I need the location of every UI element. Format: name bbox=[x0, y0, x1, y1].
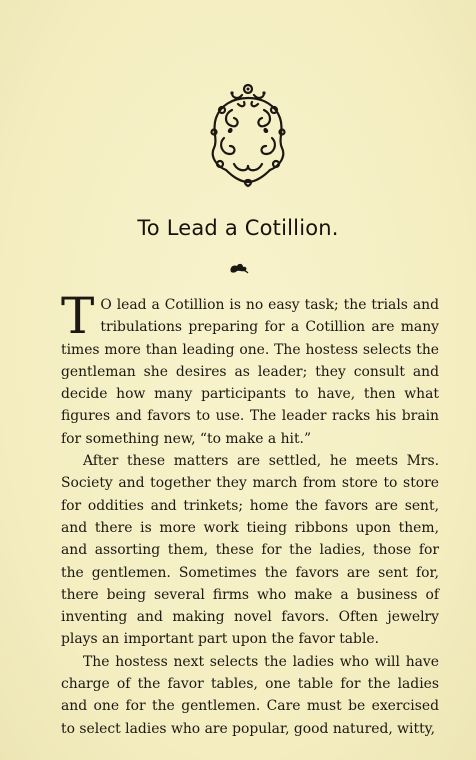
paragraph-1 bbox=[61, 287, 439, 450]
paragraph-1-text: O lead a Cotillion is no easy task; the trials and tribulations preparing for a Cotillion are many times more than leading one. The hostess selects the gentleman she desires as leader; they consult and decide how many participants to have, then what figures and favors to use. The leader racks his brain for something new, “to make a hit.” bbox=[61, 297, 439, 447]
paragraph-2: After these matters are settled, he meets Mrs. Society and together they march from store to store for oddities and trinkets; home the favors are sent, and there is more work tieing ribbons upon them, and assorting them, these for the ladies, those for the gentlemen. Sometimes the favors are sent for, there being several firms who make a business of inventing and making novel favors. Often jewelry plays an important part upon the favor table. bbox=[61, 453, 439, 648]
chapter-body bbox=[61, 287, 439, 740]
hedera-leaf-icon bbox=[227, 262, 249, 274]
chapter-title: To Lead a Cotillion. bbox=[137, 216, 339, 240]
drop-cap: T bbox=[61, 287, 95, 345]
ornate-wreath-icon bbox=[202, 82, 294, 188]
paragraph-3: The hostess next selects the ladies who will have charge of the favor tables, one table for the ladies and one for the gentlemen. Care must be exercised to select ladies who are popular, good natured, witty, bbox=[61, 653, 439, 737]
